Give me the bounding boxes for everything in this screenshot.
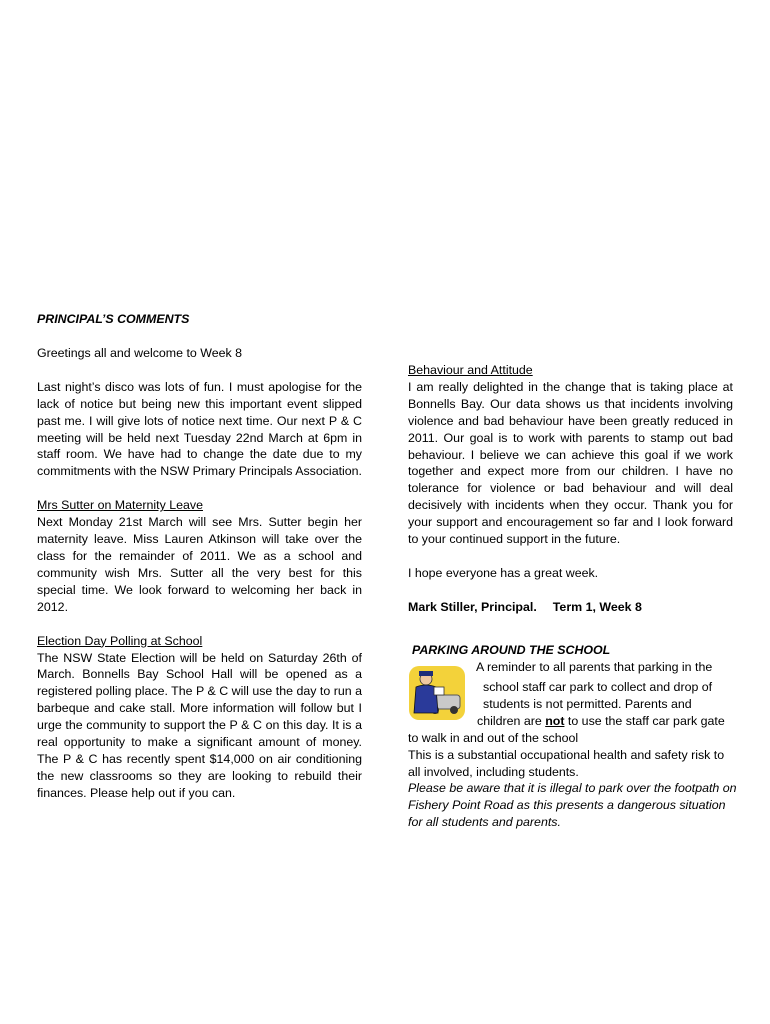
behaviour-heading: Behaviour and Attitude <box>408 363 533 377</box>
parking-title: PARKING AROUND THE SCHOOL <box>412 642 611 657</box>
parking-line-2: school staff car park to collect and drop of <box>483 680 713 694</box>
parking-line-1: A reminder to all parents that parking in the <box>476 659 713 674</box>
signature <box>408 599 733 616</box>
parking-line-3: students is not permitted. Parents and <box>483 696 692 711</box>
parking-line-5: to walk in and out of the school <box>408 730 579 745</box>
sutter-heading: Mrs Sutter on Maternity Leave <box>37 498 203 513</box>
behaviour-paragraph: I am really delighted in the change that is taking place at Bonnells Bay. Our data shows us that incidents involving violence and bad behaviour have been greatly reduced in 2011. Our goal is to work with parents to stamp out bad behaviour. I believe we can achieve this goal if we work together and expect more from our children. I have no tolerance for violence or bad behaviour and will deal decisively with incidents when they occur. Thank you for your support and encouragement so far and I look forward to your continued support in the future. <box>408 379 733 547</box>
parking-line-4: children are not to use the staff car park gate <box>477 713 725 728</box>
parking-warning: Please be aware that it is illegal to park over the footpath on Fishery Point Road as this presents a dangerous situation for all students and parents. <box>408 781 737 830</box>
sutter-paragraph: Next Monday 21st March will see Mrs. Sutter begin her maternity leave. Miss Lauren Atkinson will take over the class for the remainder of 2011. We as a school and community wish Mrs. Sutter all the very best for this special time. We look forward to welcoming her back in 2012. <box>37 515 362 614</box>
greeting: Greetings all and welcome to Week 8 <box>37 345 243 360</box>
election-paragraph: The NSW State Election will be held on Saturday 26th of March. Bonnells Bay School Hall will be opened as a registered polling place. The P & C will use the day to run a barbeque and cake stall. More information will follow but I urge the community to support the P & C on this day. It is a real opportunity to make a significant amount of money. The P & C has recently spent $14,000 on air conditioning the new classrooms so they are looking to rebuild their finances. Please help out if you can. <box>37 650 362 800</box>
parking-line-6: This is a substantial occupational health and safety risk to all involved, including students. <box>408 747 725 779</box>
emphasis-not: not <box>545 713 565 728</box>
disco-paragraph: Last night’s disco was lots of fun. I must apologise for the lack of notice but being new this important event slipped past me. I will give lots of notice next time. Our next P & C meeting will be held next Tuesday 22nd March at 6pm in staff room. We have had to change the date due to my commitments with the NSW Primary Principals Association. <box>37 379 362 479</box>
right-column <box>408 362 733 721</box>
election-heading: Election Day Polling at School <box>37 633 203 648</box>
hope-line: I hope everyone has a great week. <box>408 565 599 580</box>
parking-lines <box>408 679 738 831</box>
signature-name: Mark Stiller, Principal. <box>408 599 537 614</box>
signature-term: Term 1, Week 8 <box>552 599 642 614</box>
principals-comments-title: PRINCIPAL’S COMMENTS <box>37 312 190 326</box>
left-column <box>37 311 362 802</box>
